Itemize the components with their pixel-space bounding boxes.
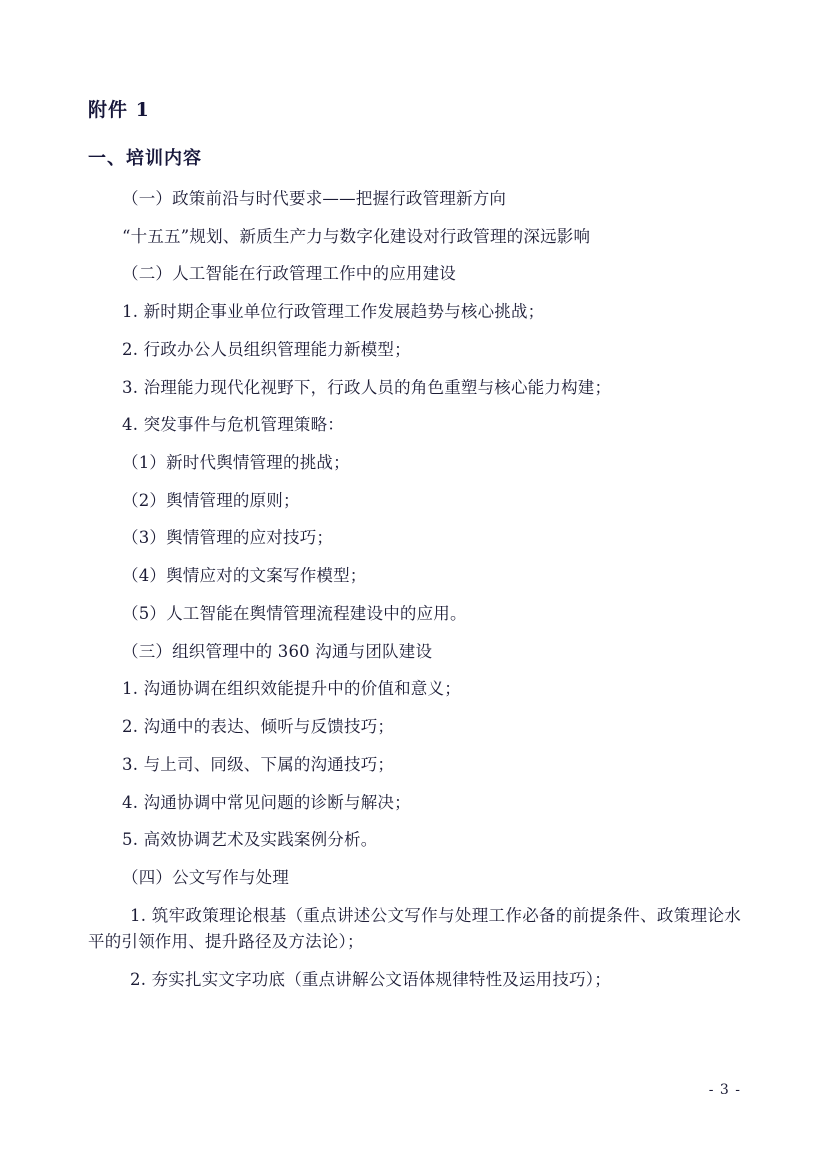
paragraph: （4）舆情应对的文案写作模型； [122,566,367,586]
paragraph: （3）舆情管理的应对技巧； [122,528,334,548]
paragraph: （二）人工智能在行政管理工作中的应用建设 [122,264,456,284]
paragraph: （2）舆情管理的原则； [122,490,300,510]
paragraph: （四）公文写作与处理 [122,867,289,887]
paragraph: （5）人工智能在舆情管理流程建设中的应用。 [122,603,467,623]
paragraph: 1. 沟通协调在组织效能提升中的价值和意义； [122,679,461,699]
paragraph: 1. 筑牢政策理论根基（重点讲述公文写作与处理工作必备的前提条件、政策理论水平的引领作用、提升路径及方法论）； [88,905,741,952]
section-heading: 一、培训内容 [88,148,202,169]
paragraph: 5. 高效协调艺术及实践案例分析。 [122,830,378,850]
paragraph: （1）新时代舆情管理的挑战； [122,453,350,473]
paragraph: 3. 与上司、同级、下属的沟通技巧； [122,754,395,774]
attachment-label: 附件 1 [88,99,150,121]
paragraph: 3. 治理能力现代化视野下，行政人员的角色重塑与核心能力构建； [122,377,612,397]
paragraph: 1. 新时期企事业单位行政管理工作发展趋势与核心挑战； [122,302,545,322]
paragraph: （一）政策前沿与时代要求——把握行政管理新方向 [122,189,507,208]
page-number: - 3 - [708,1082,741,1098]
paragraph: 4. 沟通协调中常见问题的诊断与解决； [122,792,411,812]
paragraph: 2. 行政办公人员组织管理能力新模型； [122,339,411,359]
paragraph: （三）组织管理中的 360 沟通与团队建设 [122,641,433,661]
paragraph: 4. 突发事件与危机管理策略： [122,415,344,435]
paragraph: 2. 沟通中的表达、倾听与反馈技巧； [122,717,395,737]
paragraph: 2. 夯实扎实文字功底（重点讲解公文语体规律特性及运用技巧）； [130,970,611,990]
paragraph: “十五五”规划、新质生产力与数字化建设对行政管理的深远影响 [122,226,591,246]
